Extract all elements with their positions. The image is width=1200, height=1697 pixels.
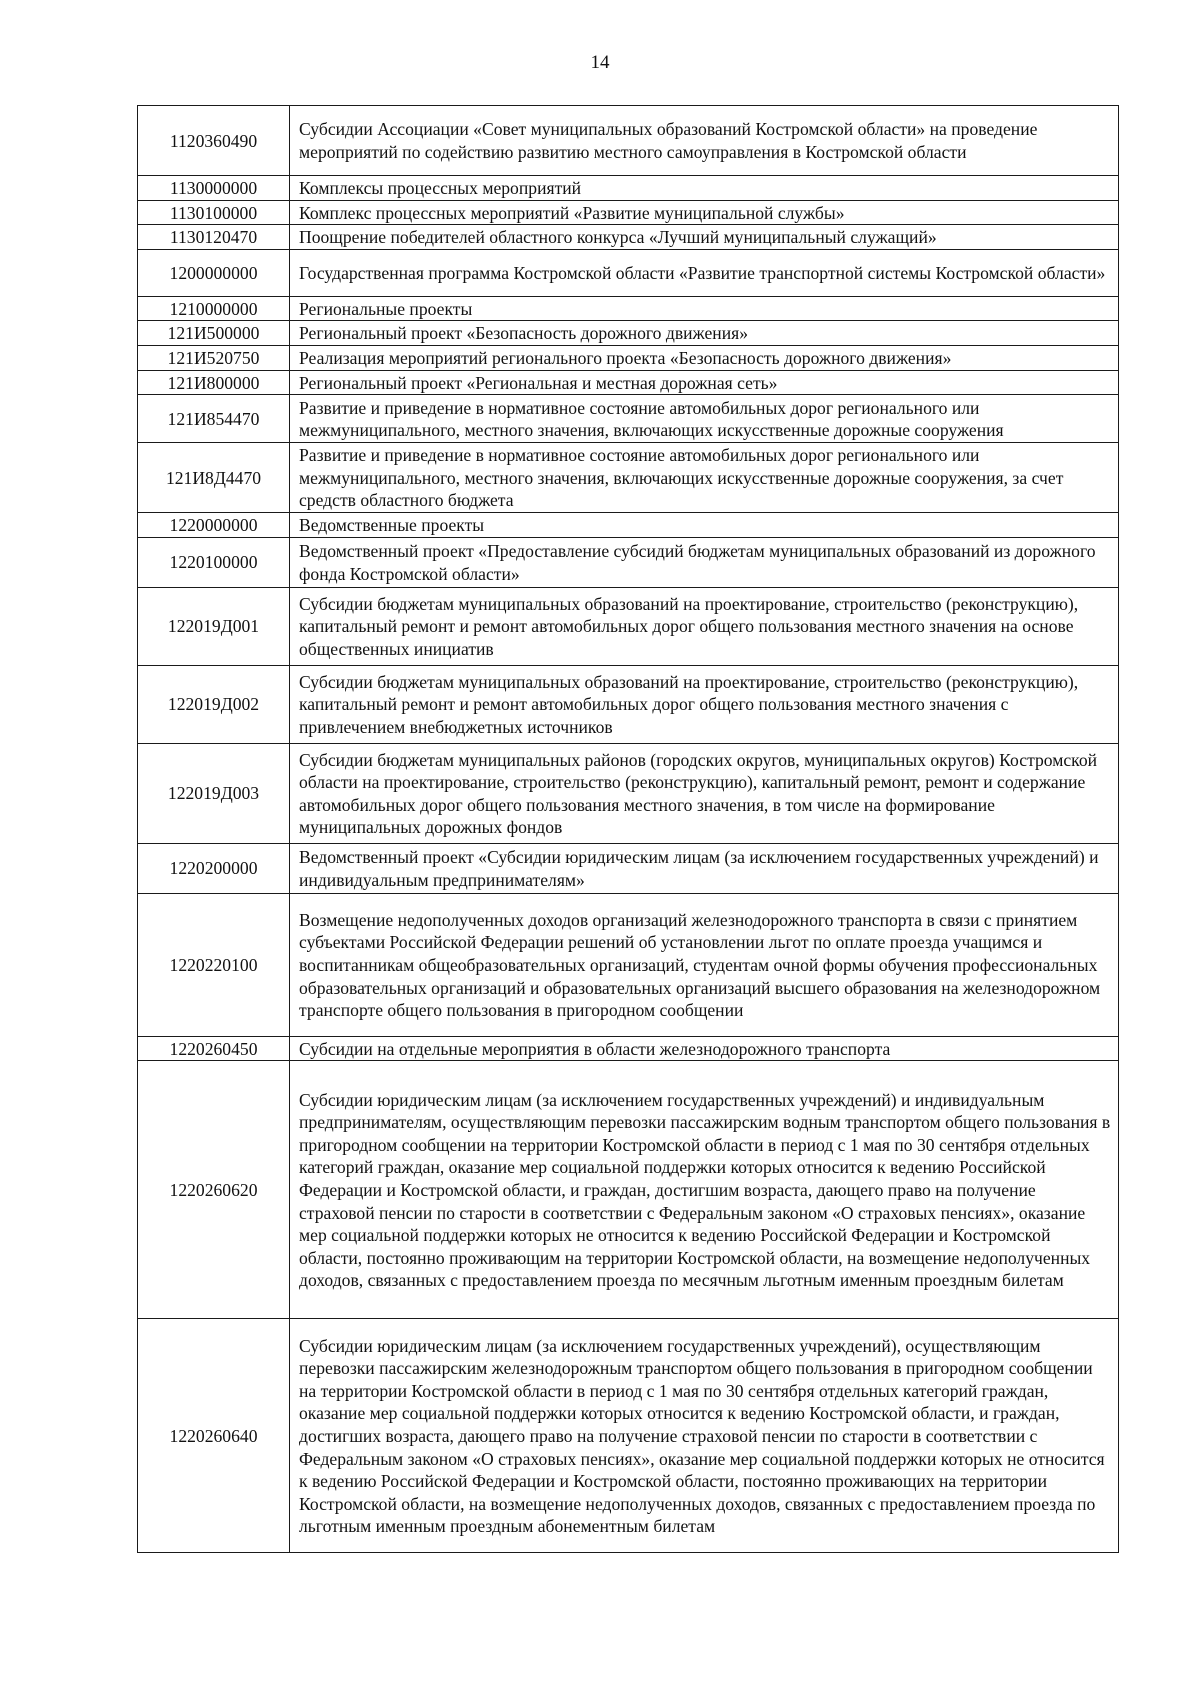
row-description: Поощрение победителей областного конкурса «Лучший муниципальный служащий» <box>290 225 1119 250</box>
table-row <box>138 296 1119 321</box>
row-description: Ведомственный проект «Субсидии юридическим лицам (за исключением государственных учреждений) и индивидуальным предпринимателям» <box>290 843 1119 893</box>
row-description: Региональные проекты <box>290 296 1119 321</box>
table-row <box>138 513 1119 538</box>
table-row <box>138 665 1119 743</box>
row-code: 1130000000 <box>138 176 290 201</box>
row-description: Субсидии бюджетам муниципальных образований на проектирование, строительство (реконструкцию), капитальный ремонт и ремонт автомобильных дорог общего пользования местного значения с привлечением внебюджетных источников <box>290 665 1119 743</box>
row-code: 121И500000 <box>138 321 290 346</box>
table-row <box>138 443 1119 513</box>
table-row <box>138 200 1119 225</box>
row-code: 1130100000 <box>138 200 290 225</box>
row-description: Региональный проект «Региональная и местная дорожная сеть» <box>290 370 1119 395</box>
row-code: 122019Д003 <box>138 743 290 843</box>
row-description: Субсидии юридическим лицам (за исключением государственных учреждений) и индивидуальным предпринимателям, осуществляющим перевозки пассажирским водным транспортом общего пользования в пригородном сообщении на территории Костромской области в период с 1 мая по 30 сентября отдельных категорий граждан, оказание мер социальной поддержки которых относится к ведению Российской Федерации и Костромской области, и граждан, достигшим возраста, дающего право на получение страховой пенсии по старости в соответствии с Федеральным законом «О страховых пенсиях», оказание мер социальной поддержки которых не относится к ведению Российской Федерации и Костромской области, постоянно проживающим на территории Костромской области, на возмещение недополученных доходов, связанных с предоставлением проезда по месячным льготным именным проездным билетам <box>290 1061 1119 1319</box>
table-row <box>138 249 1119 296</box>
table-row <box>138 537 1119 587</box>
row-code: 1130120470 <box>138 225 290 250</box>
table-row <box>138 587 1119 665</box>
row-code: 122019Д002 <box>138 665 290 743</box>
table-row <box>138 743 1119 843</box>
row-code: 121И854470 <box>138 395 290 443</box>
row-description: Реализация мероприятий регионального проекта «Безопасность дорожного движения» <box>290 345 1119 370</box>
row-code: 1220260620 <box>138 1061 290 1319</box>
row-code: 122019Д001 <box>138 587 290 665</box>
table-row <box>138 1036 1119 1061</box>
table-row <box>138 395 1119 443</box>
row-code: 1200000000 <box>138 249 290 296</box>
row-description: Возмещение недополученных доходов организаций железнодорожного транспорта в связи с принятием субъектами Российской Федерации решений об установлении льгот по оплате проезда учащимся и воспитанникам общеобразовательных организаций, студентам очной формы обучения профессиональных образовательных организаций и образовательных организаций высшего образования на железнодорожном транспорте общего пользования в пригородном сообщении <box>290 893 1119 1036</box>
row-description: Ведомственные проекты <box>290 513 1119 538</box>
row-code: 1220220100 <box>138 893 290 1036</box>
row-description: Субсидии юридическим лицам (за исключением государственных учреждений), осуществляющим перевозки пассажирским железнодорожным транспортом общего пользования в пригородном сообщении на территории Костромской области в период с 1 мая по 30 сентября отдельных категорий граждан, оказание мер социальной поддержки которых относится к ведению Костромской области, и граждан, достигших возраста, дающего право на получение страховой пенсии по старости в соответствии с Федеральным законом «О страховых пенсиях», оказание мер социальной поддержки которых не относится к ведению Российской Федерации и Костромской области, постоянно проживающих на территории Костромской области, на возмещение недополученных доходов, связанных с предоставлением проезда по льготным именным проездным абонементным билетам <box>290 1319 1119 1553</box>
classification-table <box>137 105 1119 1553</box>
table-row <box>138 1061 1119 1319</box>
row-code: 1220100000 <box>138 537 290 587</box>
row-description: Комплексы процессных мероприятий <box>290 176 1119 201</box>
row-code: 121И8Д4470 <box>138 443 290 513</box>
table-row <box>138 345 1119 370</box>
row-code: 121И520750 <box>138 345 290 370</box>
row-description: Развитие и приведение в нормативное состояние автомобильных дорог регионального или межмуниципального, местного значения, включающих искусственные дорожные сооружения <box>290 395 1119 443</box>
row-code: 1220000000 <box>138 513 290 538</box>
row-description: Развитие и приведение в нормативное состояние автомобильных дорог регионального или межмуниципального, местного значения, включающих искусственные дорожные сооружения, за счет средств областного бюджета <box>290 443 1119 513</box>
row-description: Региональный проект «Безопасность дорожного движения» <box>290 321 1119 346</box>
table-row <box>138 1319 1119 1553</box>
table-row <box>138 893 1119 1036</box>
row-code: 1220200000 <box>138 843 290 893</box>
page-number: 14 <box>590 52 610 73</box>
row-description: Ведомственный проект «Предоставление субсидий бюджетам муниципальных образований из дорожного фонда Костромской области» <box>290 537 1119 587</box>
row-code: 1220260450 <box>138 1036 290 1061</box>
row-description: Государственная программа Костромской области «Развитие транспортной системы Костромской области» <box>290 249 1119 296</box>
table-row <box>138 843 1119 893</box>
row-code: 1210000000 <box>138 296 290 321</box>
row-description: Субсидии на отдельные мероприятия в области железнодорожного транспорта <box>290 1036 1119 1061</box>
row-description: Субсидии Ассоциации «Совет муниципальных образований Костромской области» на проведение мероприятий по содействию развитию местного самоуправления в Костромской области <box>290 106 1119 176</box>
table-row <box>138 370 1119 395</box>
row-description: Субсидии бюджетам муниципальных образований на проектирование, строительство (реконструкцию), капитальный ремонт и ремонт автомобильных дорог общего пользования местного значения на основе общественных инициатив <box>290 587 1119 665</box>
row-description: Субсидии бюджетам муниципальных районов (городских округов, муниципальных округов) Костромской области на проектирование, строительство (реконструкцию), капитальный ремонт, ремонт и содержание автомобильных дорог общего пользования местного значения, в том числе на формирование муниципальных дорожных фондов <box>290 743 1119 843</box>
row-code: 1220260640 <box>138 1319 290 1553</box>
table-row <box>138 106 1119 176</box>
table-row <box>138 321 1119 346</box>
row-code: 1120360490 <box>138 106 290 176</box>
row-description: Комплекс процессных мероприятий «Развитие муниципальной службы» <box>290 200 1119 225</box>
row-code: 121И800000 <box>138 370 290 395</box>
table-row <box>138 225 1119 250</box>
table-row <box>138 176 1119 201</box>
